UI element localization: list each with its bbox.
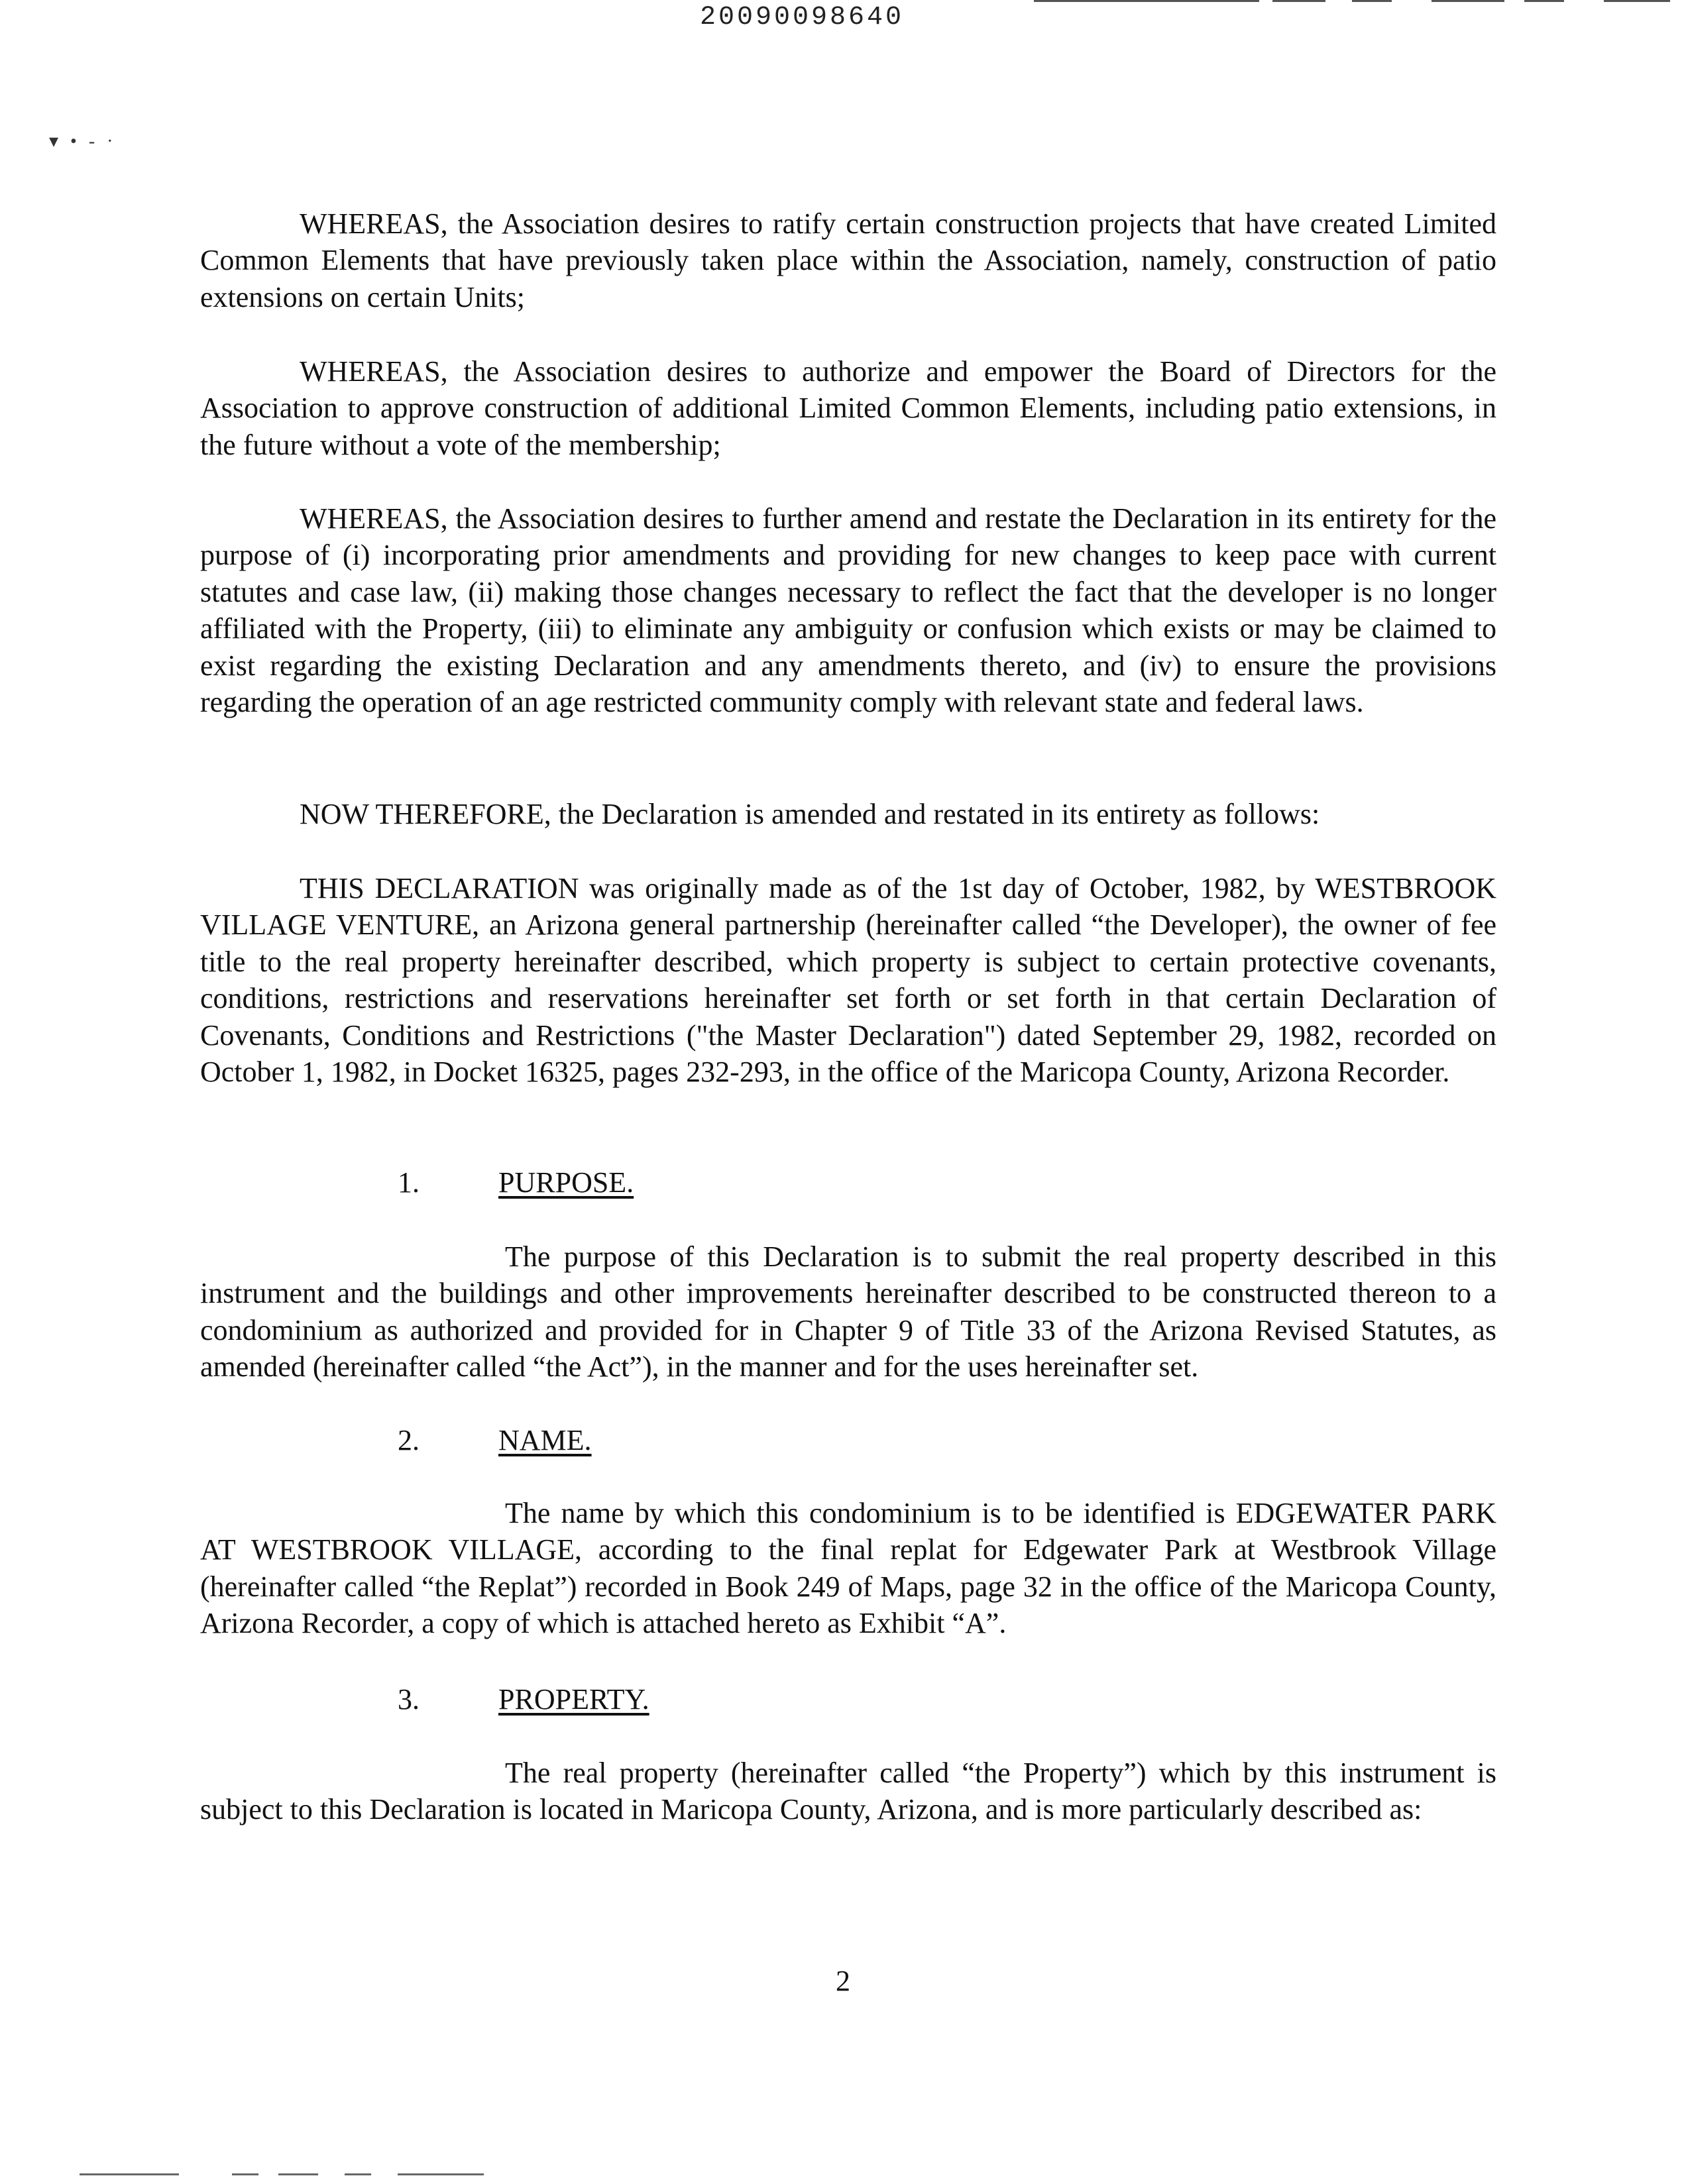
purpose-paragraph: The purpose of this Declaration is to submit the real property described in this instrument and the buildings and other improvements hereinafter described to be constructed thereon to a condominium as authorized and provided for in Chapter 9 of Title 33 of the Arizona Revised Statutes, as amended (hereinafter called “the Act”), in the manner and for the uses hereinafter set. xyxy=(200,1240,1496,1384)
section-number: 2. xyxy=(398,1424,420,1456)
this-declaration-paragraph: THIS DECLARATION was originally made as of the 1st day of October, 1982, by WESTBROOK VILLAGE VENTURE, an Arizona general partnership (hereinafter called “the Developer), the owner of fee title to the real property hereinafter described, which property is subject to certain protective covenants, conditions, restrictions and reservations hereinafter set forth or set forth in that certain Declaration of Covenants, Conditions and Restrictions ("the Master Declaration") dated September 29, 1982, recorded on October 1, 1982, in Docket 16325, pages 232-293, in the office of the Maricopa County, Arizona Recorder. xyxy=(200,872,1496,1089)
now-therefore-paragraph: NOW THEREFORE, the Declaration is amended and restated in its entirety as follows: xyxy=(300,798,1320,830)
page-number: 2 xyxy=(836,1965,850,1997)
scan-edge-rules xyxy=(1034,0,1686,3)
section-title: PURPOSE. xyxy=(498,1166,634,1199)
property-paragraph: The real property (hereinafter called “the Property”) which by this instrument is subject to this Declaration is located in Maricopa County, Arizona, and is more particularly described as: xyxy=(200,1757,1496,1826)
section-title: PROPERTY. xyxy=(498,1683,649,1716)
scan-bottom-rules xyxy=(0,2173,663,2176)
whereas-authorize-paragraph: WHEREAS, the Association desires to authorize and empower the Board of Directors for the Association to approve construction of additional Limited Common Elements, including patio extensions, in the future without a vote of the membership; xyxy=(200,355,1496,461)
section-number: 1. xyxy=(398,1166,420,1199)
whereas-amend-paragraph: WHEREAS, the Association desires to further amend and restate the Declaration in its entirety for the purpose of (i) incorporating prior amendments and providing for new changes to keep pace with current statutes and case law, (ii) making those changes necessary to reflect the fact that the developer is no longer affiliated with the Property, (iii) to eliminate any ambiguity or confusion which exists or may be claimed to exist regarding the existing Declaration and any amendments thereto, and (iv) to ensure the provisions regarding the operation of an age restricted community comply with relevant state and federal laws. xyxy=(200,502,1496,719)
section-title: NAME. xyxy=(498,1424,592,1456)
whereas-ratify-paragraph: WHEREAS, the Association desires to ratify certain construction projects that have created Limited Common Elements that have previously taken place within the Association, namely, construction of patio extensions on certain Units; xyxy=(200,207,1496,313)
name-paragraph: The name by which this condominium is to be identified is EDGEWATER PARK AT WESTBROOK VILLAGE, according to the final replat for Edgewater Park at Westbrook Village (hereinafter called “the Replat”) recorded in Book 249 of Maps, page 32 in the office of the Maricopa County, Arizona Recorder, a copy of which is attached hereto as Exhibit “A”. xyxy=(200,1497,1496,1640)
recording-number: 20090098640 xyxy=(699,3,905,32)
section-number: 3. xyxy=(398,1683,420,1716)
scan-specks: ▾•-· xyxy=(49,131,125,152)
